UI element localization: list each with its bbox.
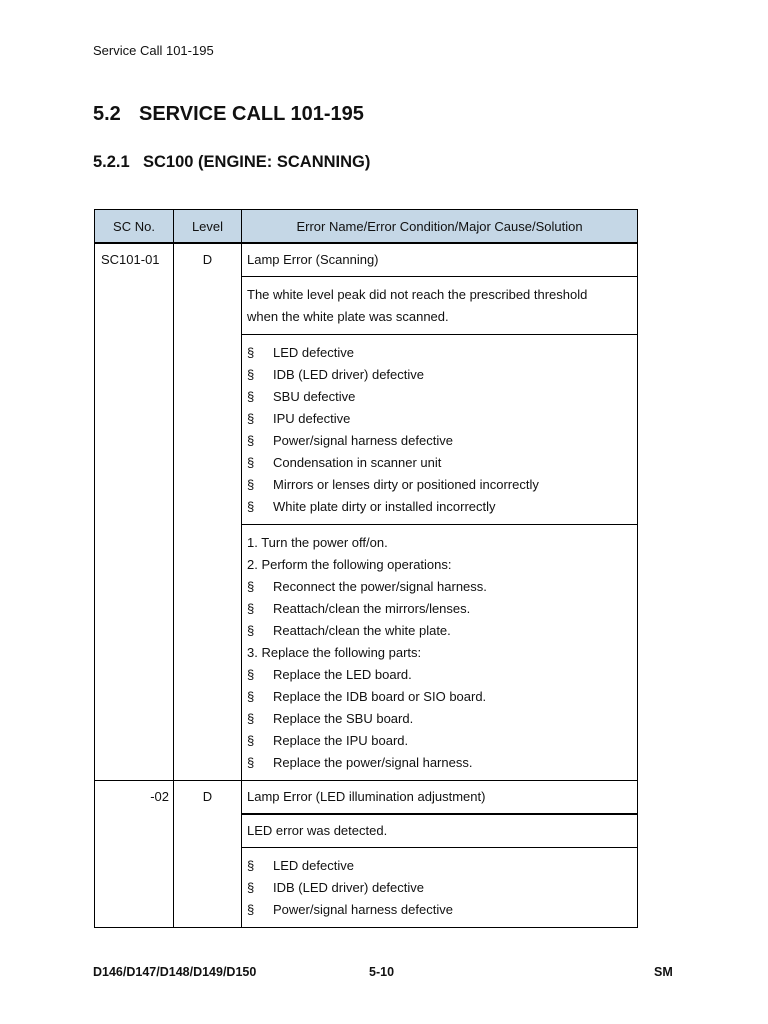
running-head: Service Call 101-195: [93, 43, 214, 58]
list-item: [247, 664, 631, 686]
list-item: [247, 386, 631, 408]
solution-text: Reattach/clean the mirrors/lenses.: [273, 601, 471, 616]
bullet-mark: §: [247, 499, 255, 514]
table-row: [95, 243, 638, 277]
footer-models: D146/D147/D148/D149/D150: [93, 965, 257, 979]
cause-text: IPU defective: [273, 411, 351, 426]
major-cause-cell: [242, 335, 638, 525]
footer-page-number: 5-10: [369, 965, 395, 979]
bullet-mark: §: [247, 411, 255, 426]
header-description: Error Name/Error Condition/Major Cause/Solution: [242, 210, 638, 244]
bullet-mark: §: [247, 623, 255, 638]
bullet-mark: §: [247, 455, 255, 470]
cause-text: Power/signal harness defective: [273, 902, 453, 917]
cause-text: Condensation in scanner unit: [273, 455, 442, 470]
sc-number-cell: SC101-01: [95, 243, 174, 781]
bullet-mark: §: [247, 880, 255, 895]
bullet-mark: §: [247, 902, 255, 917]
list-item: [247, 408, 631, 430]
list-item: [247, 730, 631, 752]
cause-text: LED defective: [273, 345, 354, 360]
solution-step: 3. Replace the following parts:: [247, 645, 422, 660]
error-name-cell: Lamp Error (Scanning): [242, 243, 638, 277]
subsection-number: 5.2.1: [93, 153, 130, 171]
bullet-mark: §: [247, 433, 255, 448]
solution-text: Replace the power/signal harness.: [273, 755, 473, 770]
list-item: [247, 496, 631, 518]
bullet-mark: §: [247, 367, 255, 382]
list-item: [247, 708, 631, 730]
major-cause-cell: [242, 848, 638, 928]
bullet-mark: §: [247, 755, 255, 770]
sc-number-cell: -02: [95, 781, 174, 928]
list-item: [247, 899, 631, 921]
bullet-mark: §: [247, 389, 255, 404]
level-cell: D: [174, 781, 242, 928]
list-item: [247, 855, 631, 877]
list-item: [247, 364, 631, 386]
error-condition-cell: LED error was detected.: [242, 814, 638, 848]
error-condition-cell: [242, 277, 638, 335]
section-number: 5.2: [93, 103, 121, 125]
list-item: [247, 620, 631, 642]
list-item: [247, 752, 631, 774]
bullet-mark: §: [247, 733, 255, 748]
cause-text: Mirrors or lenses dirty or positioned incorrectly: [273, 477, 539, 492]
section-heading: [93, 103, 364, 126]
bullet-mark: §: [247, 601, 255, 616]
list-item: [247, 576, 631, 598]
condition-line: The white level peak did not reach the prescribed threshold: [247, 287, 588, 302]
solution-text: Replace the IPU board.: [273, 733, 409, 748]
bullet-mark: §: [247, 579, 255, 594]
header-level: Level: [174, 210, 242, 244]
list-item: [247, 430, 631, 452]
list-item: [247, 686, 631, 708]
subsection-heading: [93, 153, 370, 172]
list-item: [247, 877, 631, 899]
cause-text: Power/signal harness defective: [273, 433, 453, 448]
solution-step: 1. Turn the power off/on.: [247, 535, 388, 550]
table-row: [95, 781, 638, 815]
condition-line: when the white plate was scanned.: [247, 309, 449, 324]
cause-text: White plate dirty or installed incorrectly: [273, 499, 496, 514]
list-item: [247, 342, 631, 364]
list-item: [247, 452, 631, 474]
solution-cell: [242, 525, 638, 781]
cause-text: LED defective: [273, 858, 354, 873]
bullet-mark: §: [247, 689, 255, 704]
level-cell: D: [174, 243, 242, 781]
solution-text: Reattach/clean the white plate.: [273, 623, 451, 638]
service-call-table: [94, 209, 638, 928]
bullet-mark: §: [247, 711, 255, 726]
solution-text: Replace the IDB board or SIO board.: [273, 689, 487, 704]
bullet-mark: §: [247, 345, 255, 360]
solution-text: Reconnect the power/signal harness.: [273, 579, 487, 594]
bullet-mark: §: [247, 667, 255, 682]
section-title: SERVICE CALL 101-195: [139, 103, 364, 125]
bullet-mark: §: [247, 858, 255, 873]
cause-text: SBU defective: [273, 389, 356, 404]
header-sc-no: SC No.: [95, 210, 174, 244]
table-header-row: [95, 210, 638, 244]
solution-text: Replace the SBU board.: [273, 711, 414, 726]
solution-step: 2. Perform the following operations:: [247, 557, 452, 572]
bullet-mark: §: [247, 477, 255, 492]
cause-text: IDB (LED driver) defective: [273, 880, 424, 895]
subsection-title: SC100 (ENGINE: SCANNING): [143, 153, 371, 171]
footer-manual-code: SM: [654, 965, 673, 979]
cause-text: IDB (LED driver) defective: [273, 367, 424, 382]
solution-text: Replace the LED board.: [273, 667, 412, 682]
error-name-cell: Lamp Error (LED illumination adjustment): [242, 781, 638, 815]
list-item: [247, 474, 631, 496]
list-item: [247, 598, 631, 620]
